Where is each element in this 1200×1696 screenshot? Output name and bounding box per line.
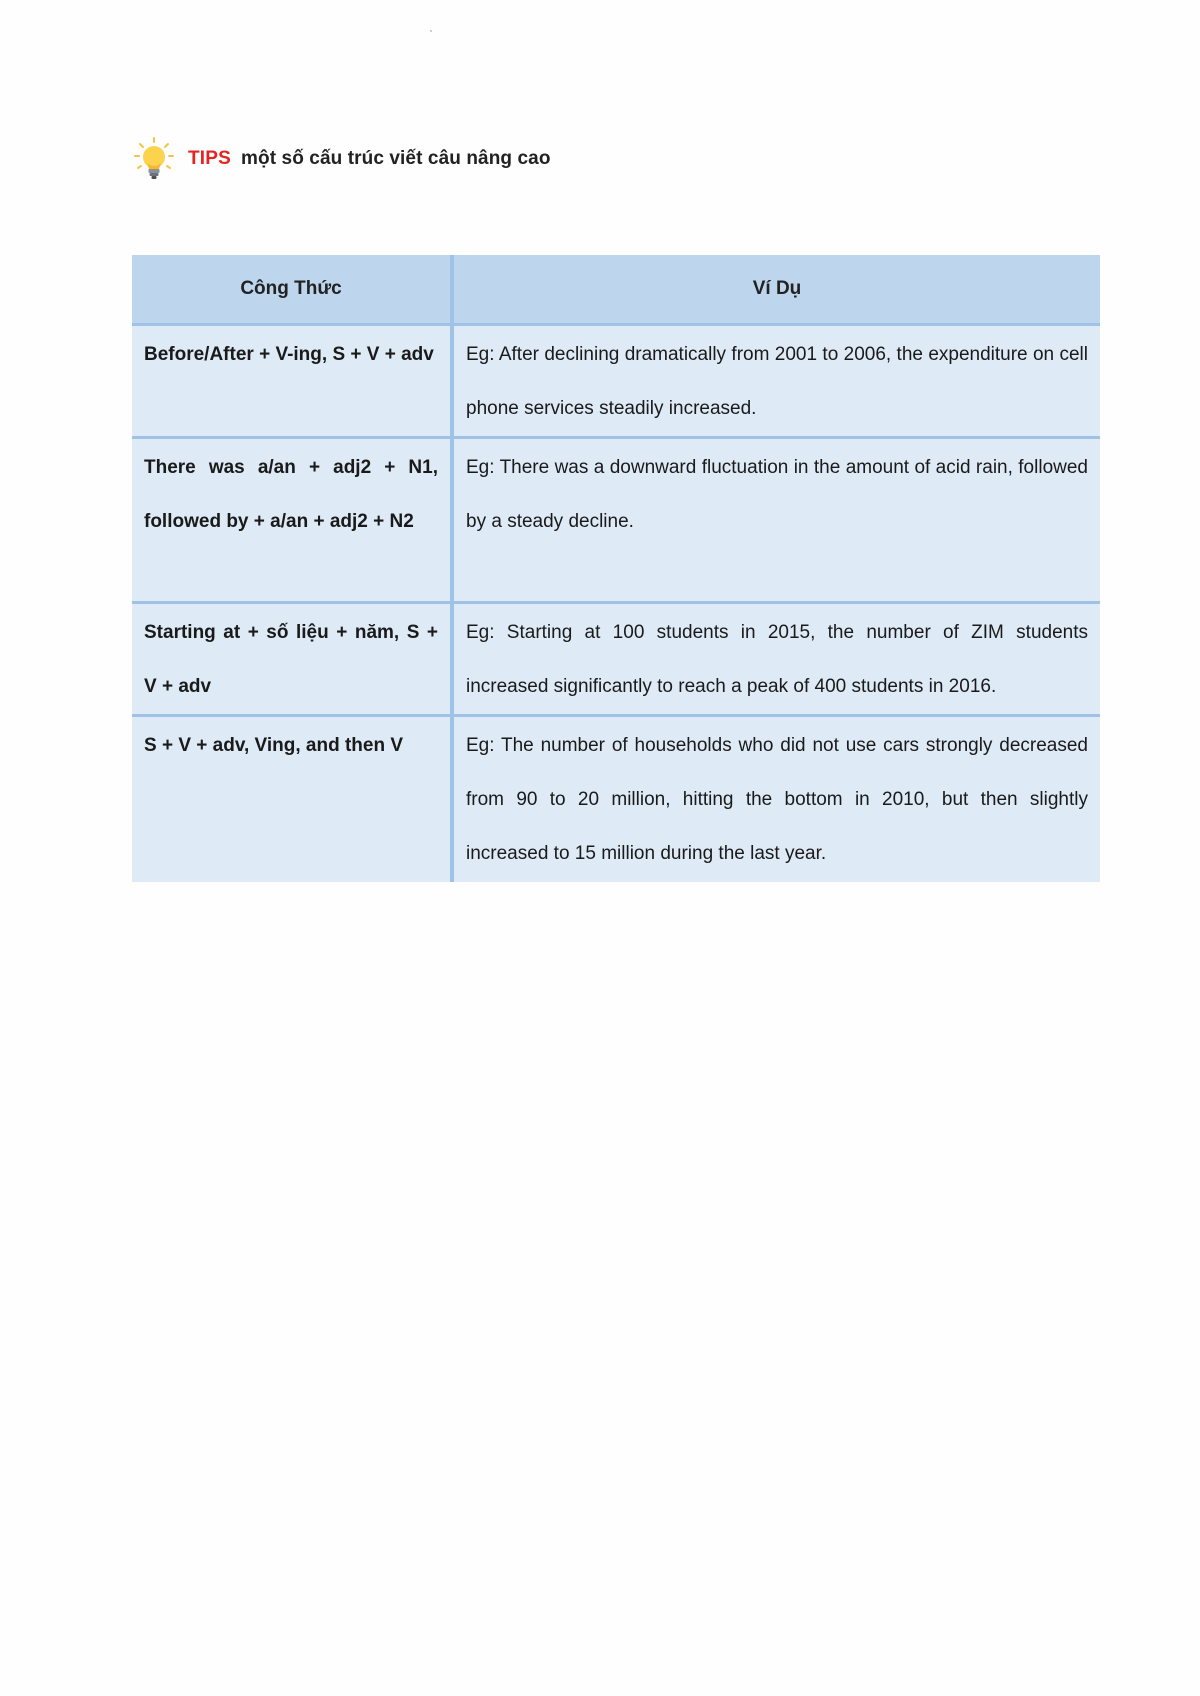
example-text: Eg: There was a downward fluctuation in the amount of acid rain, followed by a steady decline. (466, 457, 1088, 532)
table-row (132, 603, 1100, 716)
lightbulb-icon (132, 136, 176, 182)
tips-title: một số cấu trúc viết câu nâng cao (241, 148, 551, 169)
formula-cell (132, 716, 452, 882)
column-header-formula: Công Thức (132, 255, 452, 325)
example-text: Eg: The number of households who did not use cars strongly decreased from 90 to 20 million, hitting the bottom in 2010, but then slightly increased to 15 million during the last year. (466, 735, 1088, 864)
column-header-example: Ví Dụ (452, 255, 1100, 325)
formula-text: Starting at + số liệu + năm, S + V + adv (144, 622, 438, 697)
example-cell (452, 716, 1100, 882)
table-row (132, 716, 1100, 882)
example-cell (452, 438, 1100, 603)
formula-text: There was a/an + adj2 + N1, followed by + a/an + adj2 + N2 (144, 457, 438, 532)
formula-text: S + V + adv, Ving, and then V (144, 735, 404, 756)
formula-cell (132, 438, 452, 603)
formula-cell (132, 325, 452, 438)
tips-label: TIPS (188, 148, 232, 169)
table-row (132, 325, 1100, 438)
example-text: Eg: After declining dramatically from 2001 to 2006, the expenditure on cell phone services steadily increased. (466, 344, 1088, 419)
formula-text: Before/After + V-ing, S + V + adv (144, 344, 434, 365)
example-text: Eg: Starting at 100 students in 2015, the number of ZIM students increased significantly to reach a peak of 400 students in 2016. (466, 622, 1088, 697)
table-header-row (132, 255, 1100, 325)
formula-cell (132, 603, 452, 716)
speck-mark (430, 30, 432, 32)
structures-table (132, 255, 1100, 882)
table-row (132, 438, 1100, 603)
example-cell (452, 603, 1100, 716)
tips-heading (132, 136, 551, 182)
example-cell (452, 325, 1100, 438)
